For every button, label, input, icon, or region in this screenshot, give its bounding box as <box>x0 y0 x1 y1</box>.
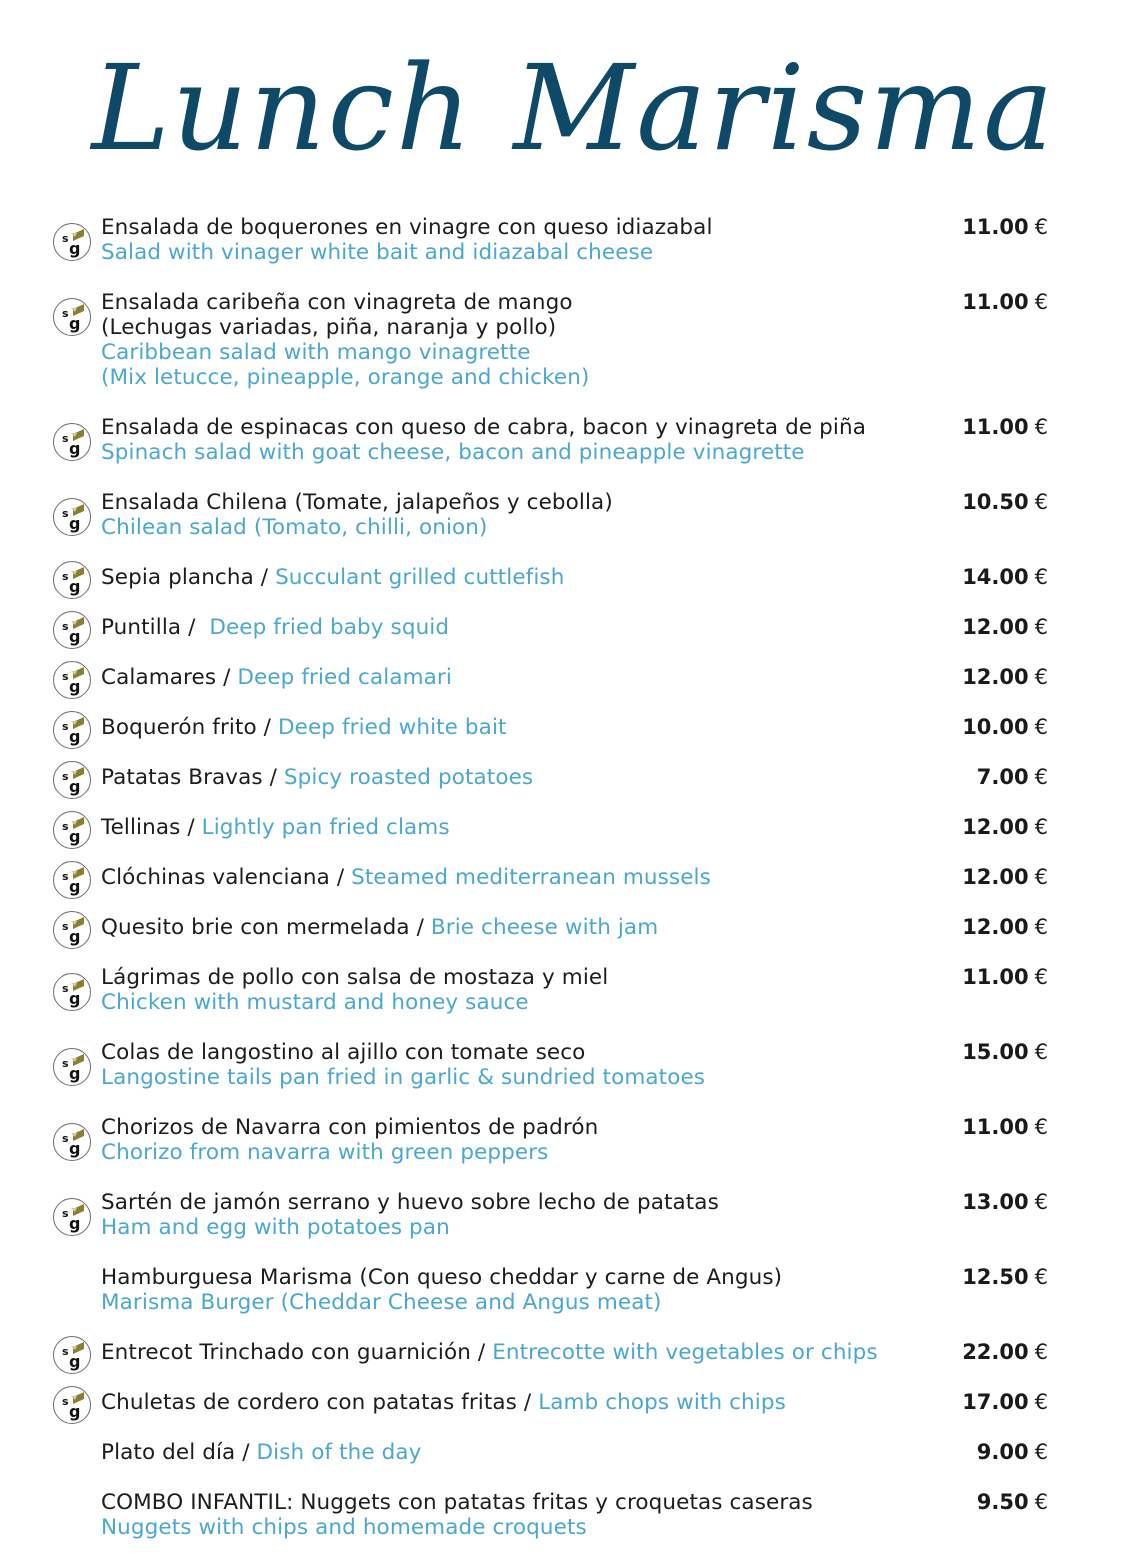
sg-letter-g: g <box>69 776 81 796</box>
item-name-english: Dish of the day <box>256 1440 422 1465</box>
item-description <box>101 1265 941 1315</box>
sg-letter-s: s <box>62 1207 69 1220</box>
item-line <box>101 490 941 515</box>
sin-gluten-icon <box>53 423 91 461</box>
euro-sign: € <box>1034 615 1048 639</box>
item-name-english: Lightly pan fried clams <box>201 815 450 840</box>
sin-gluten-icon <box>53 973 91 1011</box>
item-description <box>101 1390 941 1415</box>
price-value: 12.00 <box>962 815 1029 839</box>
sg-letter-g: g <box>69 314 81 333</box>
item-price <box>962 290 1048 315</box>
item-name-spanish: Colas de langostino al ajillo con tomate seco <box>101 1040 586 1065</box>
item-name-spanish: Chorizos de Navarra con pimientos de padrón <box>101 1115 599 1140</box>
item-name-spanish: Patatas Bravas / <box>101 765 284 790</box>
price-value: 15.00 <box>962 1040 1029 1064</box>
item-price <box>962 615 1048 640</box>
price-value: 9.50 <box>976 1490 1029 1514</box>
sin-gluten-icon <box>53 223 91 261</box>
item-description <box>101 1440 941 1465</box>
price-value: 12.50 <box>962 1265 1029 1289</box>
item-description <box>101 1040 941 1090</box>
item-description <box>101 965 941 1015</box>
sg-letter-s: s <box>62 669 69 683</box>
sg-letter-s: s <box>62 432 69 445</box>
item-price <box>977 1440 1048 1465</box>
sg-letter-s: s <box>62 1057 69 1070</box>
price-value: 22.00 <box>962 1340 1029 1364</box>
sg-letter-s: s <box>62 1132 69 1145</box>
euro-sign: € <box>1034 815 1048 839</box>
item-name-spanish: (Lechugas variadas, piña, naranja y pollo) <box>101 315 557 340</box>
item-line <box>101 290 941 315</box>
item-description <box>101 665 941 690</box>
sg-letter-g: g <box>69 1064 81 1083</box>
item-line <box>101 715 941 740</box>
sg-letter-s: s <box>62 769 69 783</box>
item-price <box>962 915 1048 940</box>
item-name-english: Lamb chops with chips <box>538 1390 786 1415</box>
euro-sign: € <box>1034 765 1048 789</box>
price-value: 13.00 <box>962 1190 1029 1214</box>
item-name-spanish: Hamburguesa Marisma (Con queso cheddar y carne de Angus) <box>101 1265 783 1290</box>
item-description <box>101 1340 941 1365</box>
sin-gluten-icon <box>53 1198 91 1236</box>
euro-sign: € <box>1034 490 1048 514</box>
price-value: 11.00 <box>962 1115 1029 1139</box>
item-price <box>962 215 1048 240</box>
euro-sign: € <box>1034 965 1048 989</box>
item-price <box>962 1340 1048 1365</box>
item-line <box>101 990 941 1015</box>
sg-letter-g: g <box>69 926 81 946</box>
item-description <box>101 1490 941 1540</box>
euro-sign: € <box>1034 1040 1048 1064</box>
sg-letter-g: g <box>69 576 81 596</box>
item-price <box>962 815 1048 840</box>
item-name-spanish: Boquerón frito / <box>101 715 278 740</box>
price-value: 7.00 <box>976 765 1029 789</box>
item-line <box>101 415 941 440</box>
item-name-english: Chorizo from navarra with green peppers <box>101 1140 549 1165</box>
euro-sign: € <box>1034 1490 1048 1514</box>
sin-gluten-icon <box>53 1386 91 1424</box>
item-price <box>962 1390 1048 1415</box>
item-price <box>962 965 1048 990</box>
item-line <box>101 1040 941 1065</box>
item-description <box>101 715 941 740</box>
item-name-spanish: Clóchinas valenciana / <box>101 865 352 890</box>
sg-letter-s: s <box>62 919 69 933</box>
item-name-spanish: Ensalada de espinacas con queso de cabra, bacon y vinagreta de piña <box>101 415 866 440</box>
euro-sign: € <box>1034 565 1048 589</box>
sg-letter-s: s <box>62 819 69 833</box>
item-line <box>101 1390 941 1415</box>
sg-letter-g: g <box>69 876 81 896</box>
sg-letter-g: g <box>69 676 81 696</box>
sin-gluten-icon <box>53 561 91 599</box>
item-description <box>101 615 941 640</box>
item-description <box>101 490 941 540</box>
item-description <box>101 865 941 890</box>
item-line <box>101 1190 941 1215</box>
item-name-english: Deep fried baby squid <box>209 615 450 640</box>
price-value: 12.00 <box>962 865 1029 889</box>
sin-gluten-icon <box>53 911 91 949</box>
sg-letter-g: g <box>69 1214 81 1233</box>
sg-letter-s: s <box>62 307 69 320</box>
euro-sign: € <box>1034 915 1048 939</box>
item-name-english: Salad with vinager white bait and idiazabal cheese <box>101 240 654 265</box>
euro-sign: € <box>1034 715 1048 739</box>
sg-letter-s: s <box>62 232 69 245</box>
euro-sign: € <box>1034 1340 1048 1364</box>
item-line <box>101 1440 941 1465</box>
item-line <box>101 1215 941 1240</box>
item-name-english: Brie cheese with jam <box>430 915 659 940</box>
item-name-spanish: Tellinas / <box>101 815 202 840</box>
item-name-spanish: Ensalada de boquerones en vinagre con queso idiazabal <box>101 215 713 240</box>
euro-sign: € <box>1034 1390 1048 1414</box>
item-line <box>101 1515 941 1540</box>
item-name-english: Langostine tails pan fried in garlic & sundried tomatoes <box>101 1065 706 1090</box>
item-name-spanish: Lágrimas de pollo con salsa de mostaza y miel <box>101 965 609 990</box>
item-name-english: Deep fried calamari <box>237 665 452 690</box>
sin-gluten-icon <box>53 1336 91 1374</box>
sin-gluten-icon <box>53 1123 91 1161</box>
item-name-english: Entrecotte with vegetables or chips <box>492 1340 878 1365</box>
sg-letter-g: g <box>69 626 81 646</box>
sin-gluten-icon <box>53 298 91 336</box>
item-price <box>962 1190 1048 1215</box>
price-value: 11.00 <box>962 965 1029 989</box>
item-line <box>101 315 941 340</box>
item-line <box>101 440 941 465</box>
item-line <box>101 915 941 940</box>
sg-letter-g: g <box>69 989 81 1008</box>
price-value: 10.00 <box>962 715 1029 739</box>
sg-letter-s: s <box>62 719 69 733</box>
price-value: 11.00 <box>962 215 1029 239</box>
sg-letter-g: g <box>69 514 81 533</box>
item-description <box>101 565 941 590</box>
item-description <box>101 765 941 790</box>
sin-gluten-icon <box>53 761 91 799</box>
item-name-english: (Mix letucce, pineapple, orange and chicken) <box>101 365 590 390</box>
item-name-english: Chilean salad (Tomato, chilli, onion) <box>101 515 488 540</box>
item-line <box>101 240 941 265</box>
euro-sign: € <box>1034 665 1048 689</box>
item-name-spanish: Chuletas de cordero con patatas fritas / <box>101 1390 539 1415</box>
item-price <box>962 1040 1048 1065</box>
menu-title: Lunch Marisma <box>91 39 1056 177</box>
item-price <box>962 665 1048 690</box>
item-name-spanish: Quesito brie con mermelada / <box>101 915 431 940</box>
euro-sign: € <box>1034 865 1048 889</box>
sg-letter-s: s <box>62 982 69 995</box>
item-description <box>101 415 941 465</box>
price-value: 9.00 <box>976 1440 1029 1464</box>
sg-letter-g: g <box>69 439 81 458</box>
item-name-spanish: Ensalada Chilena (Tomate, jalapeños y cebolla) <box>101 490 613 515</box>
item-name-english: Caribbean salad with mango vinagrette <box>101 340 531 365</box>
euro-sign: € <box>1034 1440 1048 1464</box>
item-line <box>101 1340 941 1365</box>
item-line <box>101 615 941 640</box>
item-name-spanish: Plato del día / <box>101 1440 257 1465</box>
sg-letter-g: g <box>69 726 81 746</box>
sg-letter-s: s <box>62 569 69 583</box>
price-value: 10.50 <box>962 490 1029 514</box>
item-price <box>962 415 1048 440</box>
item-line <box>101 665 941 690</box>
sg-letter-g: g <box>69 1139 81 1158</box>
price-value: 11.00 <box>962 290 1029 314</box>
item-name-english: Nuggets with chips and homemade croquets <box>101 1515 587 1540</box>
item-description <box>101 1115 941 1165</box>
item-name-spanish: COMBO INFANTIL: Nuggets con patatas fritas y croquetas caseras <box>101 1490 813 1515</box>
sin-gluten-icon <box>53 661 91 699</box>
price-value: 14.00 <box>962 565 1029 589</box>
item-name-english: Spinach salad with goat cheese, bacon and pineapple vinagrette <box>101 440 805 465</box>
item-line <box>101 1290 941 1315</box>
item-line <box>101 1065 941 1090</box>
item-line <box>101 215 941 240</box>
item-line <box>101 1490 941 1515</box>
item-name-english: Deep fried white bait <box>277 715 507 740</box>
sin-gluten-icon <box>53 811 91 849</box>
price-value: 12.00 <box>962 615 1029 639</box>
item-line <box>101 765 941 790</box>
item-line <box>101 1265 941 1290</box>
item-line <box>101 365 941 390</box>
item-line <box>101 815 941 840</box>
euro-sign: € <box>1034 290 1048 314</box>
item-line <box>101 865 941 890</box>
price-value: 17.00 <box>962 1390 1029 1414</box>
euro-sign: € <box>1034 1265 1048 1289</box>
sin-gluten-icon <box>53 1048 91 1086</box>
price-value: 12.00 <box>962 665 1029 689</box>
item-name-spanish: Entrecot Trinchado con guarnición / <box>101 1340 493 1365</box>
euro-sign: € <box>1034 1115 1048 1139</box>
item-price <box>962 1265 1048 1290</box>
item-description <box>101 1190 941 1240</box>
euro-sign: € <box>1034 1190 1048 1214</box>
item-name-english: Succulant grilled cuttlefish <box>275 565 565 590</box>
price-value: 12.00 <box>962 915 1029 939</box>
item-price <box>962 715 1048 740</box>
item-name-spanish: Calamares / <box>101 665 238 690</box>
item-name-english: Marisma Burger (Cheddar Cheese and Angus meat) <box>101 1290 662 1315</box>
sin-gluten-icon <box>53 611 91 649</box>
item-price <box>962 490 1048 515</box>
sg-letter-s: s <box>62 1344 69 1358</box>
sg-letter-g: g <box>69 1351 81 1371</box>
euro-sign: € <box>1034 215 1048 239</box>
item-line <box>101 965 941 990</box>
item-price <box>962 565 1048 590</box>
item-name-english: Spicy roasted potatoes <box>283 765 534 790</box>
item-price <box>977 1490 1048 1515</box>
item-name-spanish: Puntilla / <box>101 615 210 640</box>
item-price <box>962 1115 1048 1140</box>
item-description <box>101 815 941 840</box>
sin-gluten-icon <box>53 711 91 749</box>
item-line <box>101 1140 941 1165</box>
sin-gluten-icon <box>53 498 91 536</box>
item-line <box>101 340 941 365</box>
item-description <box>101 215 941 265</box>
item-price <box>977 765 1048 790</box>
item-price <box>962 865 1048 890</box>
item-name-spanish: Ensalada caribeña con vinagreta de mango <box>101 290 573 315</box>
sg-letter-s: s <box>62 619 69 633</box>
sg-letter-s: s <box>62 1394 69 1408</box>
item-line <box>101 515 941 540</box>
sg-letter-s: s <box>62 507 69 520</box>
sin-gluten-icon <box>53 861 91 899</box>
euro-sign: € <box>1034 415 1048 439</box>
item-description <box>101 290 941 390</box>
item-name-spanish: Sepia plancha / <box>101 565 276 590</box>
sg-letter-g: g <box>69 826 81 846</box>
item-description <box>101 915 941 940</box>
item-name-english: Chicken with mustard and honey sauce <box>101 990 529 1015</box>
sg-letter-g: g <box>69 1401 81 1421</box>
item-name-english: Steamed mediterranean mussels <box>351 865 711 890</box>
item-name-english: Ham and egg with potatoes pan <box>101 1215 450 1240</box>
item-line <box>101 565 941 590</box>
item-line <box>101 1115 941 1140</box>
item-name-spanish: Sartén de jamón serrano y huevo sobre lecho de patatas <box>101 1190 719 1215</box>
sg-letter-g: g <box>69 239 81 258</box>
price-value: 11.00 <box>962 415 1029 439</box>
sg-letter-s: s <box>62 869 69 883</box>
